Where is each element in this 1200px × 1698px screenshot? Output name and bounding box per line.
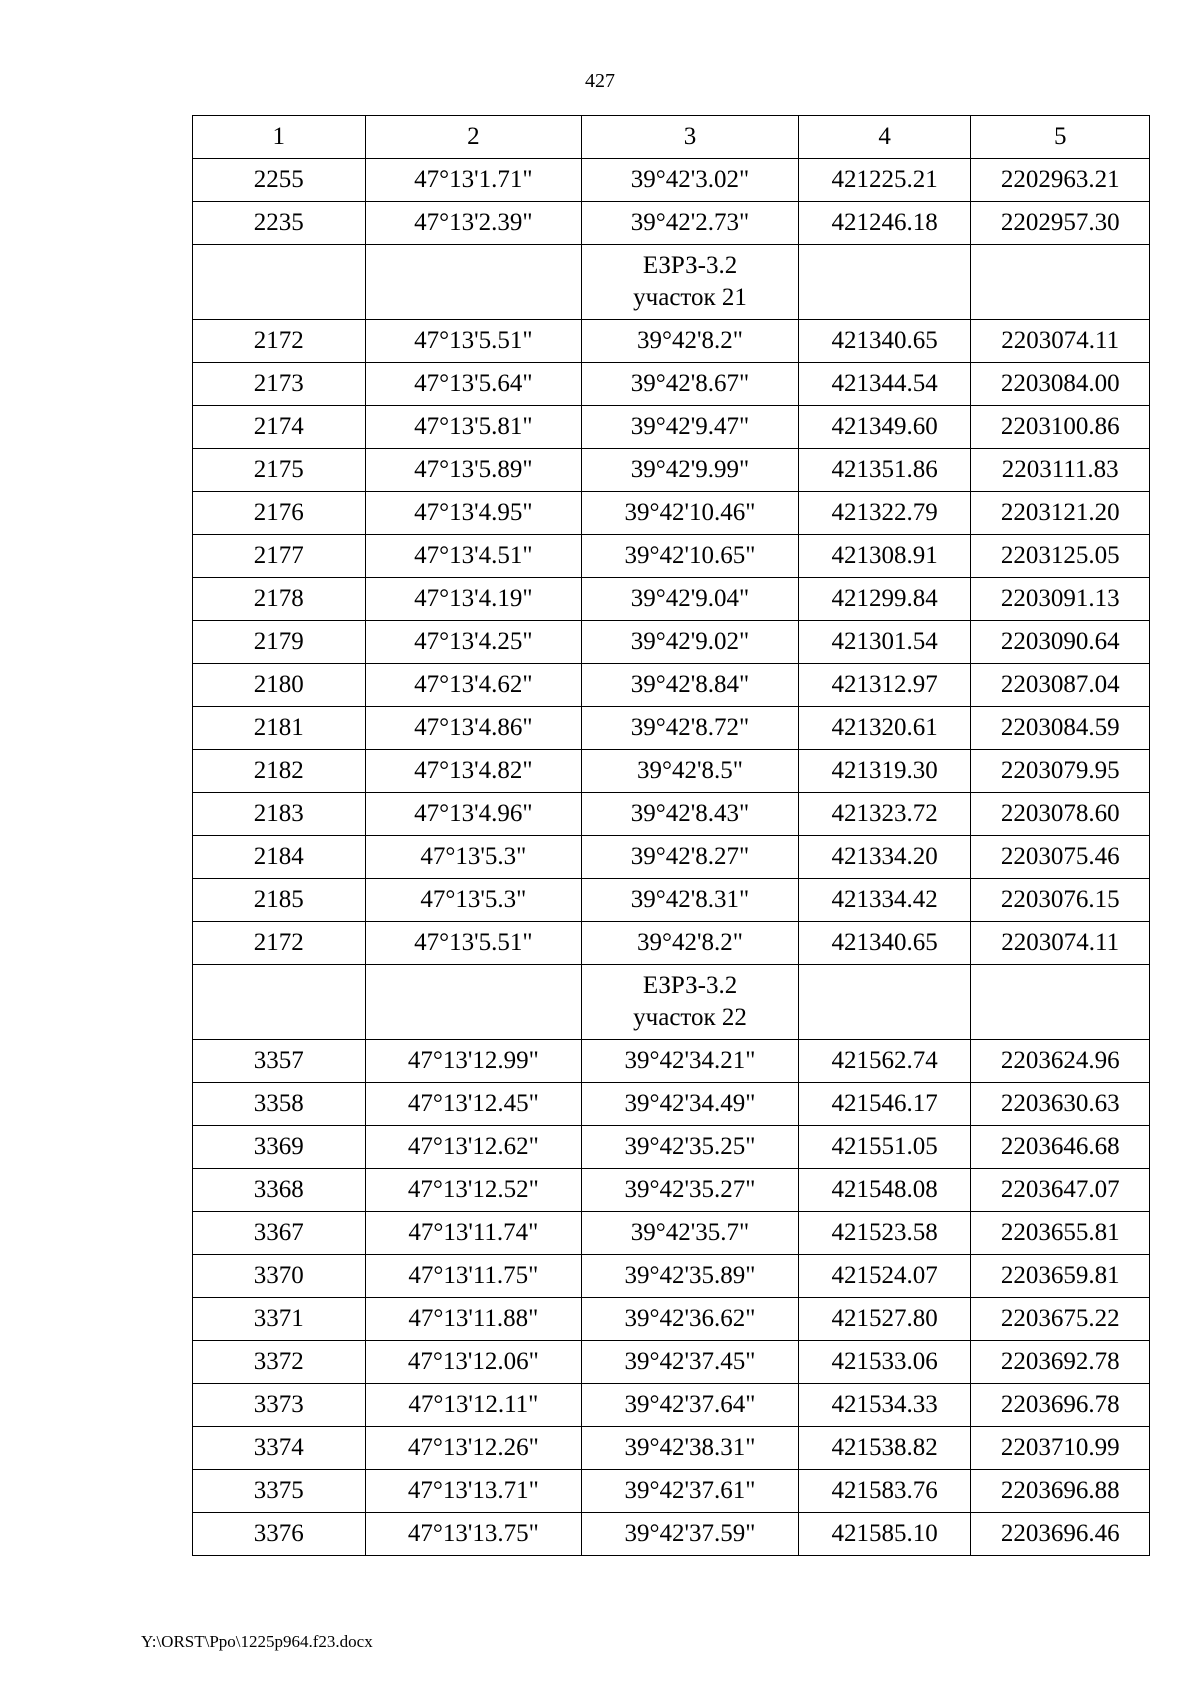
table-cell-col-3: 39°42'8.67" bbox=[582, 363, 799, 406]
table-cell-col-5: 2202963.21 bbox=[971, 159, 1150, 202]
table-cell-col-3: 39°42'36.62" bbox=[582, 1298, 799, 1341]
table-cell-col-4: 421546.17 bbox=[798, 1083, 971, 1126]
table-cell-col-3: 39°42'35.89" bbox=[582, 1255, 799, 1298]
table-row bbox=[193, 750, 1150, 793]
table-row bbox=[193, 1470, 1150, 1513]
table-cell-col-5: 2203710.99 bbox=[971, 1427, 1150, 1470]
table-cell-col-1: 3374 bbox=[193, 1427, 366, 1470]
table-cell-col-3: 39°42'37.61" bbox=[582, 1470, 799, 1513]
table-cell-col-3: 39°42'2.73" bbox=[582, 202, 799, 245]
table-cell-col-1: 3372 bbox=[193, 1341, 366, 1384]
table-cell-col-4: 421323.72 bbox=[798, 793, 971, 836]
table-cell-col-2: 47°13'13.75" bbox=[365, 1513, 582, 1556]
table-row bbox=[193, 363, 1150, 406]
table-cell-col-1: 3367 bbox=[193, 1212, 366, 1255]
section-label-cell bbox=[582, 245, 799, 320]
table-cell-col-4: 421534.33 bbox=[798, 1384, 971, 1427]
table-cell-col-3: 39°42'34.21" bbox=[582, 1040, 799, 1083]
table-cell-col-2: 47°13'4.95" bbox=[365, 492, 582, 535]
table-cell-col-2: 47°13'5.81" bbox=[365, 406, 582, 449]
table-row bbox=[193, 159, 1150, 202]
table-cell-col-1: 3370 bbox=[193, 1255, 366, 1298]
section-row bbox=[193, 245, 1150, 320]
table-cell-col-5: 2203624.96 bbox=[971, 1040, 1150, 1083]
header-cell-4: 4 bbox=[798, 116, 971, 159]
table-cell-col-4: 421524.07 bbox=[798, 1255, 971, 1298]
table-cell-col-4: 421551.05 bbox=[798, 1126, 971, 1169]
table-cell-col-4: 421320.61 bbox=[798, 707, 971, 750]
table-cell-col-4: 421299.84 bbox=[798, 578, 971, 621]
page-number: 427 bbox=[585, 70, 615, 92]
table-cell-col-2: 47°13'4.96" bbox=[365, 793, 582, 836]
table-cell-col-5: 2203696.46 bbox=[971, 1513, 1150, 1556]
empty-cell bbox=[798, 245, 971, 320]
table-cell-col-2: 47°13'12.26" bbox=[365, 1427, 582, 1470]
table-cell-col-1: 3369 bbox=[193, 1126, 366, 1169]
table-row bbox=[193, 1255, 1150, 1298]
empty-cell bbox=[798, 965, 971, 1040]
table-cell-col-1: 2177 bbox=[193, 535, 366, 578]
table-cell-col-3: 39°42'9.47" bbox=[582, 406, 799, 449]
table-cell-col-3: 39°42'10.46" bbox=[582, 492, 799, 535]
table-cell-col-4: 421308.91 bbox=[798, 535, 971, 578]
table-cell-col-5: 2203655.81 bbox=[971, 1212, 1150, 1255]
table-cell-col-1: 2175 bbox=[193, 449, 366, 492]
table-cell-col-4: 421538.82 bbox=[798, 1427, 971, 1470]
table-row bbox=[193, 1212, 1150, 1255]
table-row bbox=[193, 202, 1150, 245]
section-zone-label: ЕЗРЗ-3.2 bbox=[642, 252, 738, 279]
table-cell-col-5: 2203125.05 bbox=[971, 535, 1150, 578]
table-cell-col-4: 421527.80 bbox=[798, 1298, 971, 1341]
table-cell-col-1: 2172 bbox=[193, 320, 366, 363]
table-cell-col-4: 421334.20 bbox=[798, 836, 971, 879]
table-cell-col-3: 39°42'37.59" bbox=[582, 1513, 799, 1556]
table-cell-col-5: 2203078.60 bbox=[971, 793, 1150, 836]
table-header bbox=[193, 116, 1150, 159]
table-cell-col-2: 47°13'13.71" bbox=[365, 1470, 582, 1513]
table-cell-col-5: 2203074.11 bbox=[971, 922, 1150, 965]
table-cell-col-2: 47°13'5.51" bbox=[365, 922, 582, 965]
table-cell-col-3: 39°42'8.31" bbox=[582, 879, 799, 922]
table-cell-col-1: 2185 bbox=[193, 879, 366, 922]
table-cell-col-5: 2203659.81 bbox=[971, 1255, 1150, 1298]
table-row bbox=[193, 879, 1150, 922]
table-cell-col-5: 2203090.64 bbox=[971, 621, 1150, 664]
empty-cell bbox=[365, 965, 582, 1040]
table-cell-col-4: 421349.60 bbox=[798, 406, 971, 449]
table-row bbox=[193, 707, 1150, 750]
table-cell-col-3: 39°42'35.25" bbox=[582, 1126, 799, 1169]
table-cell-col-5: 2203079.95 bbox=[971, 750, 1150, 793]
table-cell-col-5: 2203630.63 bbox=[971, 1083, 1150, 1126]
table-cell-col-4: 421344.54 bbox=[798, 363, 971, 406]
table-cell-col-2: 47°13'4.82" bbox=[365, 750, 582, 793]
section-plot-label: участок 21 bbox=[633, 284, 747, 311]
table-cell-col-5: 2203091.13 bbox=[971, 578, 1150, 621]
table-row bbox=[193, 1427, 1150, 1470]
table-cell-col-4: 421246.18 bbox=[798, 202, 971, 245]
table-cell-col-3: 39°42'8.2" bbox=[582, 922, 799, 965]
table-cell-col-2: 47°13'5.51" bbox=[365, 320, 582, 363]
table-cell-col-3: 39°42'38.31" bbox=[582, 1427, 799, 1470]
table-cell-col-3: 39°42'37.45" bbox=[582, 1341, 799, 1384]
table-row bbox=[193, 836, 1150, 879]
table-cell-col-1: 2174 bbox=[193, 406, 366, 449]
table-row bbox=[193, 449, 1150, 492]
table-cell-col-4: 421312.97 bbox=[798, 664, 971, 707]
table-cell-col-5: 2203100.86 bbox=[971, 406, 1150, 449]
header-cell-1: 1 bbox=[193, 116, 366, 159]
table-cell-col-2: 47°13'11.88" bbox=[365, 1298, 582, 1341]
table-row bbox=[193, 492, 1150, 535]
table-cell-col-5: 2203647.07 bbox=[971, 1169, 1150, 1212]
table-cell-col-3: 39°42'8.43" bbox=[582, 793, 799, 836]
table-cell-col-2: 47°13'5.3" bbox=[365, 836, 582, 879]
table-row bbox=[193, 922, 1150, 965]
table-cell-col-2: 47°13'11.75" bbox=[365, 1255, 582, 1298]
empty-cell bbox=[365, 245, 582, 320]
table-cell-col-4: 421340.65 bbox=[798, 320, 971, 363]
table-cell-col-2: 47°13'5.3" bbox=[365, 879, 582, 922]
table-cell-col-4: 421322.79 bbox=[798, 492, 971, 535]
table-cell-col-1: 2235 bbox=[193, 202, 366, 245]
header-cell-3: 3 bbox=[582, 116, 799, 159]
table-cell-col-2: 47°13'4.19" bbox=[365, 578, 582, 621]
table-cell-col-2: 47°13'12.99" bbox=[365, 1040, 582, 1083]
table-row bbox=[193, 1126, 1150, 1169]
table-cell-col-5: 2203076.15 bbox=[971, 879, 1150, 922]
table-cell-col-5: 2203675.22 bbox=[971, 1298, 1150, 1341]
coordinates-table bbox=[192, 115, 1150, 1556]
table-cell-col-3: 39°42'10.65" bbox=[582, 535, 799, 578]
table-row bbox=[193, 793, 1150, 836]
table-cell-col-4: 421585.10 bbox=[798, 1513, 971, 1556]
table-cell-col-5: 2202957.30 bbox=[971, 202, 1150, 245]
table-cell-col-1: 2176 bbox=[193, 492, 366, 535]
table-cell-col-2: 47°13'12.06" bbox=[365, 1341, 582, 1384]
table-cell-col-3: 39°42'9.99" bbox=[582, 449, 799, 492]
table-cell-col-2: 47°13'12.62" bbox=[365, 1126, 582, 1169]
table-cell-col-3: 39°42'34.49" bbox=[582, 1083, 799, 1126]
table-cell-col-1: 2182 bbox=[193, 750, 366, 793]
table-cell-col-1: 3357 bbox=[193, 1040, 366, 1083]
table-cell-col-1: 2184 bbox=[193, 836, 366, 879]
table-row bbox=[193, 1298, 1150, 1341]
footer-file-path: Y:\ORST\Ppo\1225p964.f23.docx bbox=[141, 1632, 373, 1651]
table-cell-col-1: 2183 bbox=[193, 793, 366, 836]
table-cell-col-1: 3375 bbox=[193, 1470, 366, 1513]
table-cell-col-4: 421351.86 bbox=[798, 449, 971, 492]
table-cell-col-4: 421340.65 bbox=[798, 922, 971, 965]
table-row bbox=[193, 406, 1150, 449]
table-cell-col-4: 421562.74 bbox=[798, 1040, 971, 1083]
table-cell-col-2: 47°13'4.51" bbox=[365, 535, 582, 578]
table-row bbox=[193, 1513, 1150, 1556]
table-cell-col-5: 2203087.04 bbox=[971, 664, 1150, 707]
table-cell-col-1: 2180 bbox=[193, 664, 366, 707]
empty-cell bbox=[971, 245, 1150, 320]
table-cell-col-5: 2203696.78 bbox=[971, 1384, 1150, 1427]
table-cell-col-3: 39°42'8.72" bbox=[582, 707, 799, 750]
table-cell-col-3: 39°42'8.5" bbox=[582, 750, 799, 793]
table-cell-col-4: 421225.21 bbox=[798, 159, 971, 202]
table-cell-col-2: 47°13'1.71" bbox=[365, 159, 582, 202]
table-cell-col-5: 2203646.68 bbox=[971, 1126, 1150, 1169]
table-cell-col-1: 2173 bbox=[193, 363, 366, 406]
table-cell-col-2: 47°13'12.11" bbox=[365, 1384, 582, 1427]
table-row bbox=[193, 1083, 1150, 1126]
empty-cell bbox=[193, 245, 366, 320]
table-cell-col-2: 47°13'11.74" bbox=[365, 1212, 582, 1255]
header-cell-2: 2 bbox=[365, 116, 582, 159]
table-cell-col-4: 421301.54 bbox=[798, 621, 971, 664]
table-cell-col-5: 2203692.78 bbox=[971, 1341, 1150, 1384]
table-cell-col-4: 421523.58 bbox=[798, 1212, 971, 1255]
table-cell-col-2: 47°13'2.39" bbox=[365, 202, 582, 245]
table-cell-col-2: 47°13'4.25" bbox=[365, 621, 582, 664]
section-label-cell bbox=[582, 965, 799, 1040]
table-cell-col-2: 47°13'5.89" bbox=[365, 449, 582, 492]
table-row bbox=[193, 1169, 1150, 1212]
table-cell-col-3: 39°42'3.02" bbox=[582, 159, 799, 202]
table-cell-col-5: 2203075.46 bbox=[971, 836, 1150, 879]
table-cell-col-1: 2179 bbox=[193, 621, 366, 664]
table-cell-col-3: 39°42'35.27" bbox=[582, 1169, 799, 1212]
header-cell-5: 5 bbox=[971, 116, 1150, 159]
table-cell-col-2: 47°13'5.64" bbox=[365, 363, 582, 406]
section-row bbox=[193, 965, 1150, 1040]
header-row bbox=[193, 116, 1150, 159]
table-cell-col-5: 2203084.59 bbox=[971, 707, 1150, 750]
empty-cell bbox=[971, 965, 1150, 1040]
table-cell-col-3: 39°42'8.84" bbox=[582, 664, 799, 707]
table-cell-col-1: 3376 bbox=[193, 1513, 366, 1556]
table-cell-col-5: 2203111.83 bbox=[971, 449, 1150, 492]
table-cell-col-3: 39°42'35.7" bbox=[582, 1212, 799, 1255]
table-cell-col-5: 2203084.00 bbox=[971, 363, 1150, 406]
table-cell-col-3: 39°42'8.27" bbox=[582, 836, 799, 879]
table-cell-col-3: 39°42'9.04" bbox=[582, 578, 799, 621]
table-cell-col-1: 3368 bbox=[193, 1169, 366, 1212]
table-cell-col-5: 2203074.11 bbox=[971, 320, 1150, 363]
table-cell-col-4: 421533.06 bbox=[798, 1341, 971, 1384]
table-cell-col-1: 3373 bbox=[193, 1384, 366, 1427]
table-cell-col-1: 2255 bbox=[193, 159, 366, 202]
table-cell-col-3: 39°42'37.64" bbox=[582, 1384, 799, 1427]
table-cell-col-5: 2203121.20 bbox=[971, 492, 1150, 535]
table-row bbox=[193, 535, 1150, 578]
table-cell-col-4: 421334.42 bbox=[798, 879, 971, 922]
table-row bbox=[193, 320, 1150, 363]
table-cell-col-2: 47°13'12.45" bbox=[365, 1083, 582, 1126]
table-cell-col-2: 47°13'12.52" bbox=[365, 1169, 582, 1212]
table-row bbox=[193, 621, 1150, 664]
table-row bbox=[193, 1341, 1150, 1384]
table-cell-col-1: 3358 bbox=[193, 1083, 366, 1126]
table-cell-col-4: 421319.30 bbox=[798, 750, 971, 793]
table-row bbox=[193, 1384, 1150, 1427]
section-zone-label: ЕЗРЗ-3.2 bbox=[642, 972, 738, 999]
table-cell-col-1: 2181 bbox=[193, 707, 366, 750]
table-cell-col-5: 2203696.88 bbox=[971, 1470, 1150, 1513]
table-body bbox=[193, 159, 1150, 1556]
table-cell-col-2: 47°13'4.62" bbox=[365, 664, 582, 707]
table-cell-col-4: 421583.76 bbox=[798, 1470, 971, 1513]
table-row bbox=[193, 1040, 1150, 1083]
section-plot-label: участок 22 bbox=[633, 1004, 747, 1031]
table-cell-col-3: 39°42'9.02" bbox=[582, 621, 799, 664]
table-row bbox=[193, 578, 1150, 621]
table-cell-col-1: 3371 bbox=[193, 1298, 366, 1341]
table-cell-col-4: 421548.08 bbox=[798, 1169, 971, 1212]
table-cell-col-3: 39°42'8.2" bbox=[582, 320, 799, 363]
table-cell-col-2: 47°13'4.86" bbox=[365, 707, 582, 750]
empty-cell bbox=[193, 965, 366, 1040]
table-row bbox=[193, 664, 1150, 707]
table-cell-col-1: 2178 bbox=[193, 578, 366, 621]
table-cell-col-1: 2172 bbox=[193, 922, 366, 965]
